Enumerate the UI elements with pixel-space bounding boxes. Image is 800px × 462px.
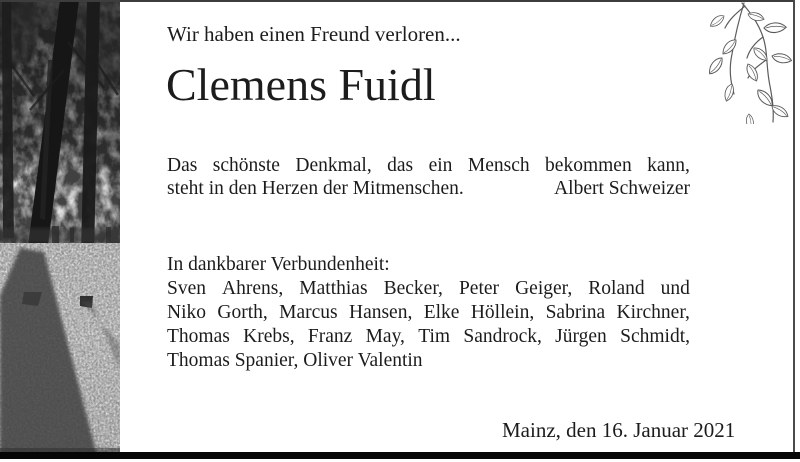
mourner-line: Niko Gorth, Marcus Hansen, Elke Höllein, Sabrina Kirchner, — [167, 302, 690, 323]
deceased-name: Clemens Fuidl — [166, 59, 436, 110]
memorial-quote — [167, 154, 690, 200]
place-date-line: Mainz, den 16. Januar 2021 — [502, 418, 736, 442]
forest-sunlight-photo — [0, 0, 120, 459]
quote-attribution: Albert Schweizer — [554, 178, 690, 199]
quote-line-1: Das schönste Denkmal, das ein Mensch bekommen kann, — [167, 155, 690, 176]
quote-line-2 — [167, 177, 690, 200]
condolence-block — [167, 253, 690, 373]
intro-line: Wir haben einen Freund verloren... — [167, 22, 461, 46]
leaf-branch-icon — [692, 2, 796, 124]
mourner-line: Thomas Krebs, Franz May, Tim Sandrock, Jürgen Schmidt, — [167, 326, 690, 347]
frame-bottom-bar — [0, 452, 800, 459]
condolence-heading: In dankbarer Verbundenheit: — [167, 254, 390, 275]
frame-top-line — [0, 0, 795, 2]
mourner-line: Sven Ahrens, Matthias Becker, Peter Geiger, Roland und — [167, 278, 690, 299]
mourner-line: Thomas Spanier, Oliver Valentin — [167, 350, 423, 371]
quote-line-2-text: steht in den Herzen der Mitmenschen. — [167, 178, 464, 199]
memorial-photo — [0, 0, 120, 459]
